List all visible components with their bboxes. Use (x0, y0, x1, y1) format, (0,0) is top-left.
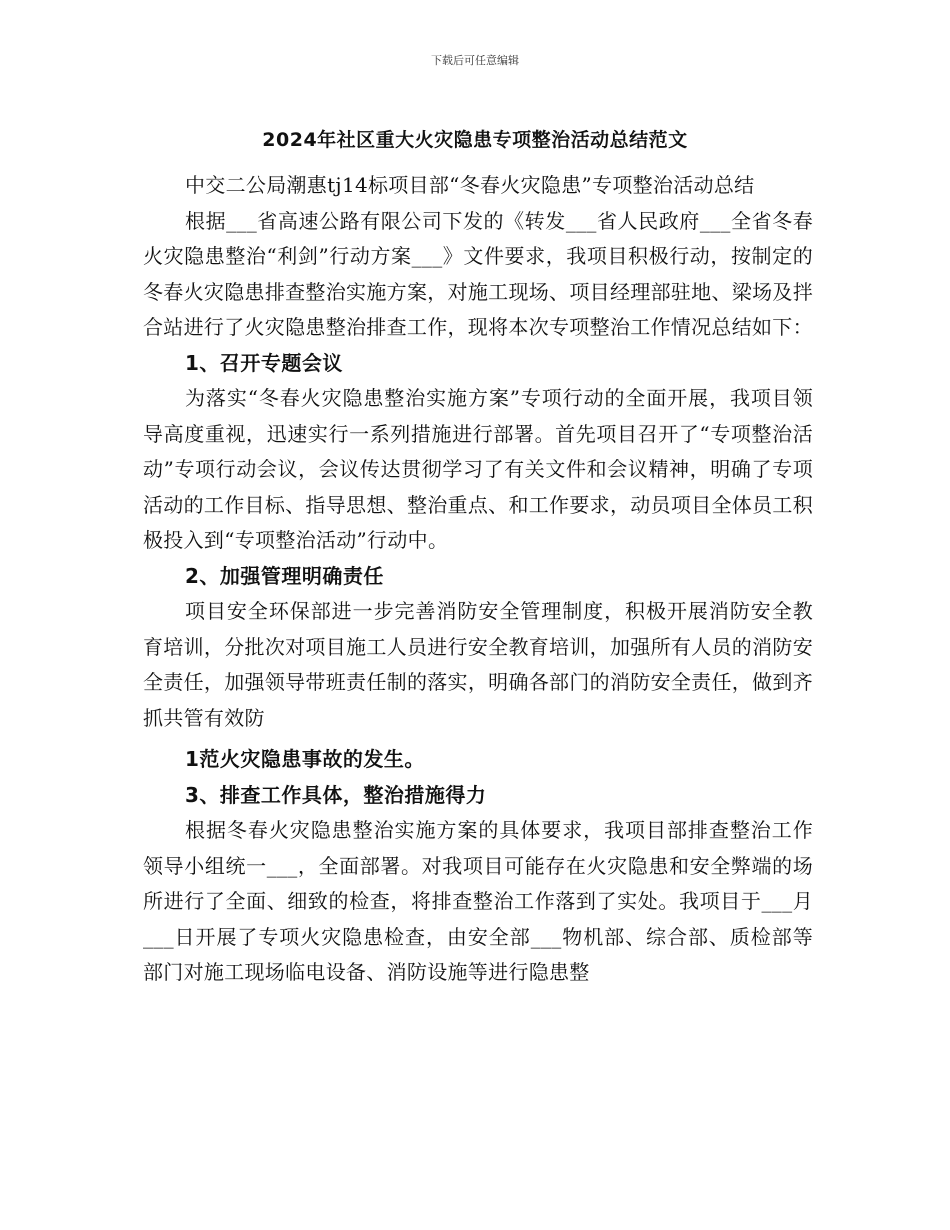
paragraph-section-2-continued: 1范火灾隐患事故的发生。 (185, 747, 425, 771)
section-heading-1: 1、召开专题会议 (185, 350, 343, 375)
document-title: 2024年社区重大火灾隐患专项整治活动总结范文 (262, 129, 688, 151)
document-body (143, 168, 813, 991)
section-heading-2: 2、加强管理明确责任 (185, 563, 384, 588)
paragraph-subtitle: 中交二公局潮惠tj14标项目部“冬春火灾隐患”专项整治活动总结 (185, 173, 755, 197)
section-heading-3: 3、排查工作具体，整治措施得力 (185, 782, 487, 807)
paragraph-section-2: 项目安全环保部进一步完善消防安全管理制度，积极开展消防安全教育培训，分批次对项目施工人员进行安全教育培训，加强所有人员的消防安全责任，加强领导带班责任制的落实，明确各部门的消防安全责任，做到齐抓共管有效防 (143, 599, 813, 730)
paragraph-intro: 根据___省高速公路有限公司下发的《转发___省人民政府___全省冬春火灾隐患整治“利剑”行动方案___》文件要求，我项目积极行动，按制定的冬春火灾隐患排查整治实施方案，对施工现场、项目经理部驻地、梁场及拌合站进行了火灾隐患整治排查工作，现将本次专项整治工作情况总结如下： (143, 208, 813, 339)
paragraph-section-3: 根据冬春火灾隐患整治实施方案的具体要求，我项目部排查整治工作领导小组统一___，全面部署。对我项目可能存在火灾隐患和安全弊端的场所进行了全面、细致的检查，将排查整治工作落到了实处。我项目于___月___日开展了专项火灾隐患检查，由安全部___物机部、综合部、质检部等部门对施工现场临电设备、消防设施等进行隐患整 (143, 818, 813, 984)
paragraph-section-1: 为落实“冬春火灾隐患整治实施方案”专项行动的全面开展，我项目领导高度重视，迅速实行一系列措施进行部署。首先项目召开了“专项整治活动”专项行动会议，会议传达贯彻学习了有关文件和会议精神，明确了专项活动的工作目标、指导思想、整治重点、和工作要求，动员项目全体员工积极投入到“专项整治活动”行动中。 (143, 386, 813, 552)
page-header-note: 下载后可任意编辑 (431, 54, 519, 67)
